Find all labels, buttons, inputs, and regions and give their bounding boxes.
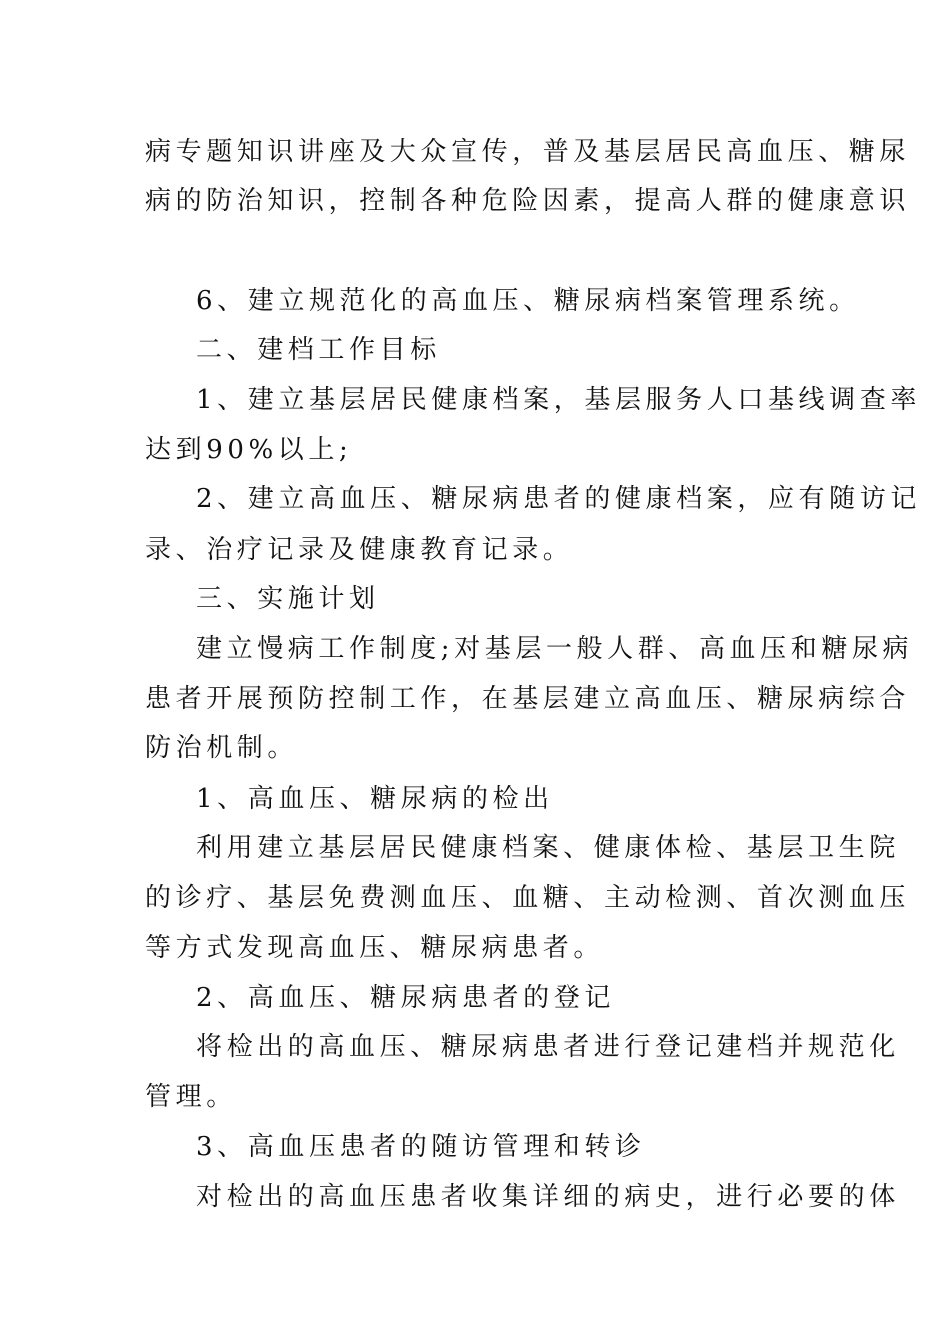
text-line: 录、治疗记录及健康教育记录。: [145, 535, 574, 565]
text-line: 将检出的高血压、糖尿病患者进行登记建档并规范化: [196, 1032, 900, 1062]
section-heading: 三、实施计划: [196, 584, 380, 614]
text-line: 建立慢病工作制度;对基层一般人群、高血压和糖尿病: [196, 634, 914, 664]
text-line: 1、建立基层居民健康档案，基层服务人口基线调查率: [196, 385, 921, 415]
text-line: 防治机制。: [145, 733, 299, 763]
subsection-heading: 2、高血压、糖尿病患者的登记: [196, 983, 615, 1013]
text-line: 6、建立规范化的高血压、糖尿病档案管理系统。: [196, 286, 860, 316]
text-line: 病专题知识讲座及大众宣传，普及基层居民高血压、糖尿: [145, 137, 911, 167]
subsection-heading: 3、高血压患者的随访管理和转诊: [196, 1132, 646, 1162]
text-line: 的诊疗、基层免费测血压、血糖、主动检测、首次测血压: [145, 883, 911, 913]
text-line: 对检出的高血压患者收集详细的病史，进行必要的体: [196, 1182, 900, 1212]
text-line: 等方式发现高血压、糖尿病患者。: [145, 933, 605, 963]
subsection-heading: 1、高血压、糖尿病的检出: [196, 784, 554, 814]
text-line: 利用建立基层居民健康档案、健康体检、基层卫生院: [196, 833, 900, 863]
text-line: 2、建立高血压、糖尿病患者的健康档案，应有随访记: [196, 484, 921, 514]
text-line: 达到90%以上;: [145, 435, 353, 465]
section-heading: 二、建档工作目标: [196, 335, 441, 365]
text-line: 管理。: [145, 1082, 237, 1112]
text-line: 病的防治知识，控制各种危险因素，提高人群的健康意识: [145, 186, 911, 216]
text-line: 患者开展预防控制工作，在基层建立高血压、糖尿病综合: [145, 684, 911, 714]
